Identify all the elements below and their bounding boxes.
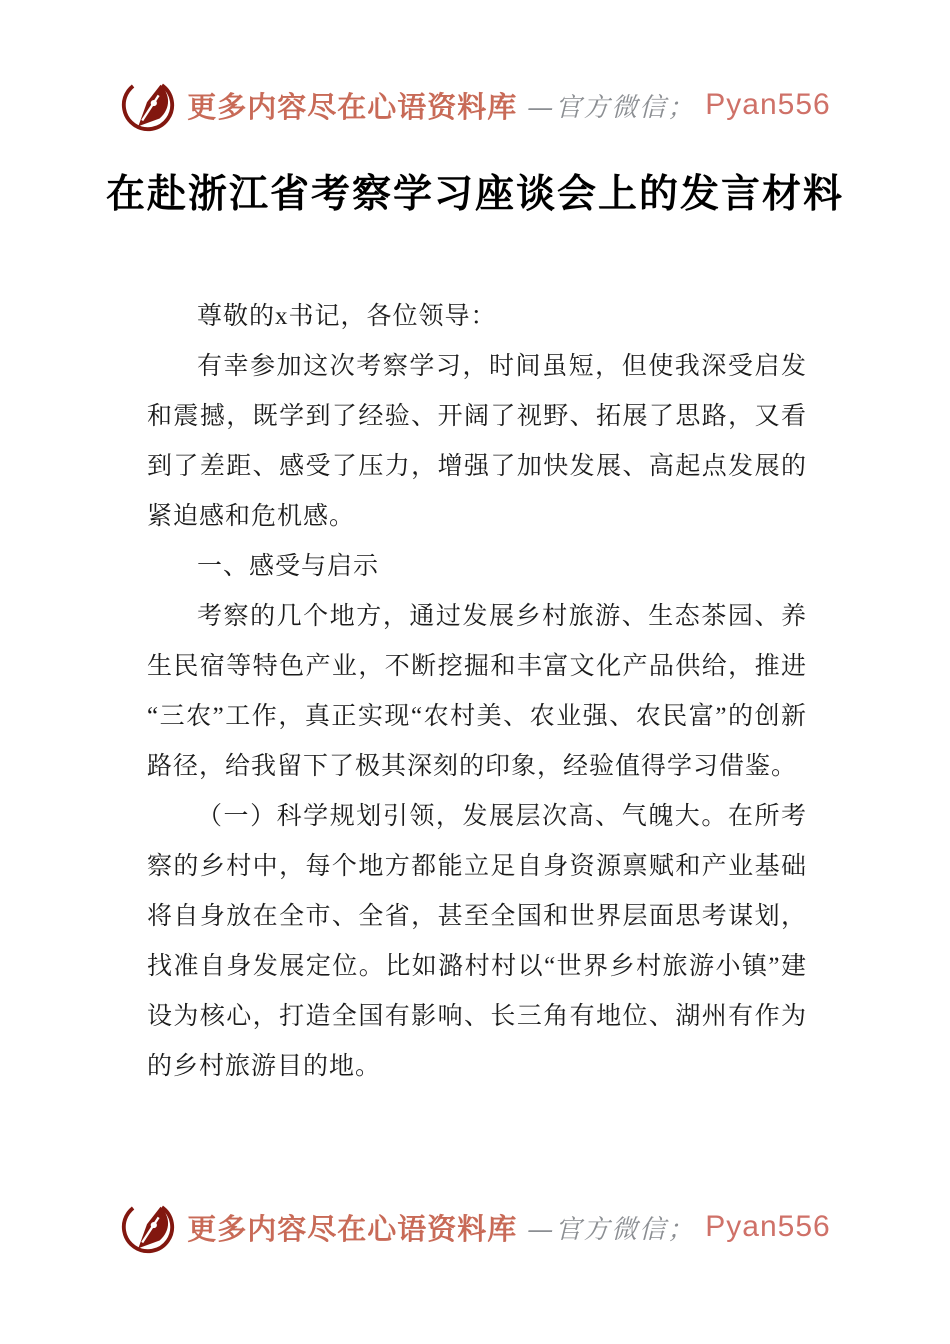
document-title: 在赴浙江省考察学习座谈会上的发言材料 xyxy=(105,173,844,216)
paragraph-intro: 有幸参加这次考察学习，时间虽短，但使我深受启发和震撼，既学到了经验、开阔了视野、拓展了思路，又看到了差距、感受了压力，增强了加快发展、高起点发展的紧迫感和危机感。 xyxy=(147,353,807,530)
brand-wechat-label: —官方微信； xyxy=(527,1214,696,1245)
brand-wechat-id: Pyan556 xyxy=(705,88,831,121)
paragraph-salutation: 尊敬的x书记，各位领导： xyxy=(197,303,497,330)
document-body xyxy=(147,292,807,1092)
brand-library-text: 更多内容尽在心语资料库 xyxy=(187,1213,518,1246)
footer-brand-bar xyxy=(0,1196,950,1258)
paragraph-overview: 考察的几个地方，通过发展乡村旅游、生态茶园、养生民宿等特色产业，不断挖掘和丰富文化产品供给，推进“三农”工作，真正实现“农村美、农业强、农民富”的创新路径，给我留下了极其深刻的印象，经验值得学习借鉴。 xyxy=(147,603,807,780)
header-brand-bar xyxy=(0,74,950,136)
pen-logo-icon xyxy=(119,76,177,134)
brand-wechat-id: Pyan556 xyxy=(705,1210,831,1243)
paragraph-point-one: （一）科学规划引领，发展层次高、气魄大。在所考察的乡村中，每个地方都能立足自身资源禀赋和产业基础将自身放在全市、全省，甚至全国和世界层面思考谋划，找准自身发展定位。比如潞村村以“世界乡村旅游小镇”建设为核心，打造全国有影响、长三角有地位、湖州有作为的乡村旅游目的地。 xyxy=(147,803,807,1080)
brand-wechat-label: —官方微信； xyxy=(527,92,696,123)
brand-library-text: 更多内容尽在心语资料库 xyxy=(187,91,518,124)
paragraph-section-heading: 一、感受与启示 xyxy=(197,553,380,580)
pen-logo-icon xyxy=(119,1198,177,1256)
